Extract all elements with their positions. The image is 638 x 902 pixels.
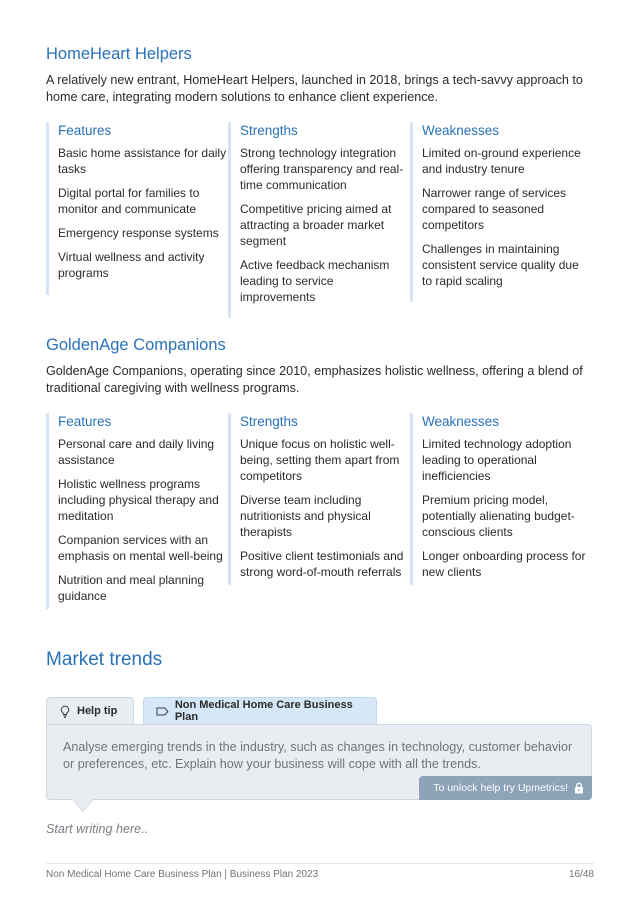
strengths-column xyxy=(228,122,410,318)
weaknesses-column xyxy=(410,413,592,585)
list-item: Challenges in maintaining consistent service quality due to rapid scaling xyxy=(422,242,579,288)
tab-label: Help tip xyxy=(77,705,118,717)
strengths-column xyxy=(228,413,410,585)
unlock-upmetrics-button[interactable] xyxy=(419,776,592,800)
list-item: Limited technology adoption leading to operational inefficiencies xyxy=(422,437,572,483)
tab-business-plan[interactable] xyxy=(143,697,377,724)
list-item: Basic home assistance for daily tasks xyxy=(58,146,227,176)
section-title: GoldenAge Companions xyxy=(46,336,226,354)
section-description: GoldenAge Companions, operating since 2010, emphasizes holistic wellness, offering a blend of traditional caregiving with wellness programs. xyxy=(46,364,583,395)
comparison-columns xyxy=(46,122,594,322)
features-column xyxy=(46,122,228,295)
weaknesses-column xyxy=(410,122,592,302)
list-item: Premium pricing model, potentially alienating budget-conscious clients xyxy=(422,493,575,539)
list-item: Narrower range of services compared to seasoned competitors xyxy=(422,186,567,232)
column-title: Features xyxy=(58,123,112,138)
tag-icon xyxy=(156,706,169,717)
column-title: Strengths xyxy=(240,414,298,429)
list-item: Holistic wellness programs including physical therapy and meditation xyxy=(58,477,219,523)
list-item: Strong technology integration offering transparency and real-time communication xyxy=(240,146,404,192)
features-column xyxy=(46,413,228,609)
list-item: Digital portal for families to monitor and communicate xyxy=(58,186,200,216)
start-writing-placeholder[interactable]: Start writing here.. xyxy=(46,822,149,836)
lightbulb-icon xyxy=(59,705,71,718)
list-item: Emergency response systems xyxy=(58,226,219,240)
section-description: A relatively new entrant, HomeHeart Helpers, launched in 2018, brings a tech-savvy approach to home care, integrating modern solutions to enhance client experience. xyxy=(46,73,583,104)
lock-icon xyxy=(574,782,584,794)
column-title: Weaknesses xyxy=(422,123,500,138)
unlock-label: To unlock help try Upmetrics! xyxy=(433,782,568,794)
list-item: Nutrition and meal planning guidance xyxy=(58,573,205,603)
list-item: Virtual wellness and activity programs xyxy=(58,250,205,280)
help-tip-text: Analyse emerging trends in the industry, such as changes in technology, customer behavior or preferences, etc. Explain how your business will cope with all the trends. xyxy=(63,740,573,771)
list-item: Companion services with an emphasis on mental well-being xyxy=(58,533,223,563)
market-trends-title: Market trends xyxy=(46,649,163,670)
footer-divider xyxy=(46,863,594,864)
list-item: Competitive pricing aimed at attracting a broader market segment xyxy=(240,202,392,248)
tab-label: Non Medical Home Care Business Plan xyxy=(174,699,353,723)
footer-page-number: 16/48 xyxy=(568,869,594,880)
column-title: Weaknesses xyxy=(422,414,500,429)
list-item: Diverse team including nutritionists and physical therapists xyxy=(240,493,371,539)
list-item: Active feedback mechanism leading to service improvements xyxy=(240,258,390,304)
tooltip-pointer-fill xyxy=(73,799,93,811)
column-title: Strengths xyxy=(240,123,298,138)
list-item: Longer onboarding process for new clients xyxy=(422,549,586,579)
comparison-columns xyxy=(46,413,594,613)
list-item: Limited on-ground experience and industry tenure xyxy=(422,146,581,176)
competitor-section-homeheart xyxy=(46,45,594,322)
list-item: Positive client testimonials and strong word-of-mouth referrals xyxy=(240,549,404,579)
list-item: Unique focus on holistic well-being, setting them apart from competitors xyxy=(240,437,400,483)
list-item: Personal care and daily living assistance xyxy=(58,437,215,467)
tab-help-tip[interactable] xyxy=(46,697,134,724)
footer-document-title: Non Medical Home Care Business Plan | Business Plan 2023 xyxy=(46,869,319,880)
help-tip-box xyxy=(46,724,592,800)
section-title: HomeHeart Helpers xyxy=(46,45,192,63)
column-title: Features xyxy=(58,414,112,429)
competitor-section-goldenage xyxy=(46,336,594,613)
